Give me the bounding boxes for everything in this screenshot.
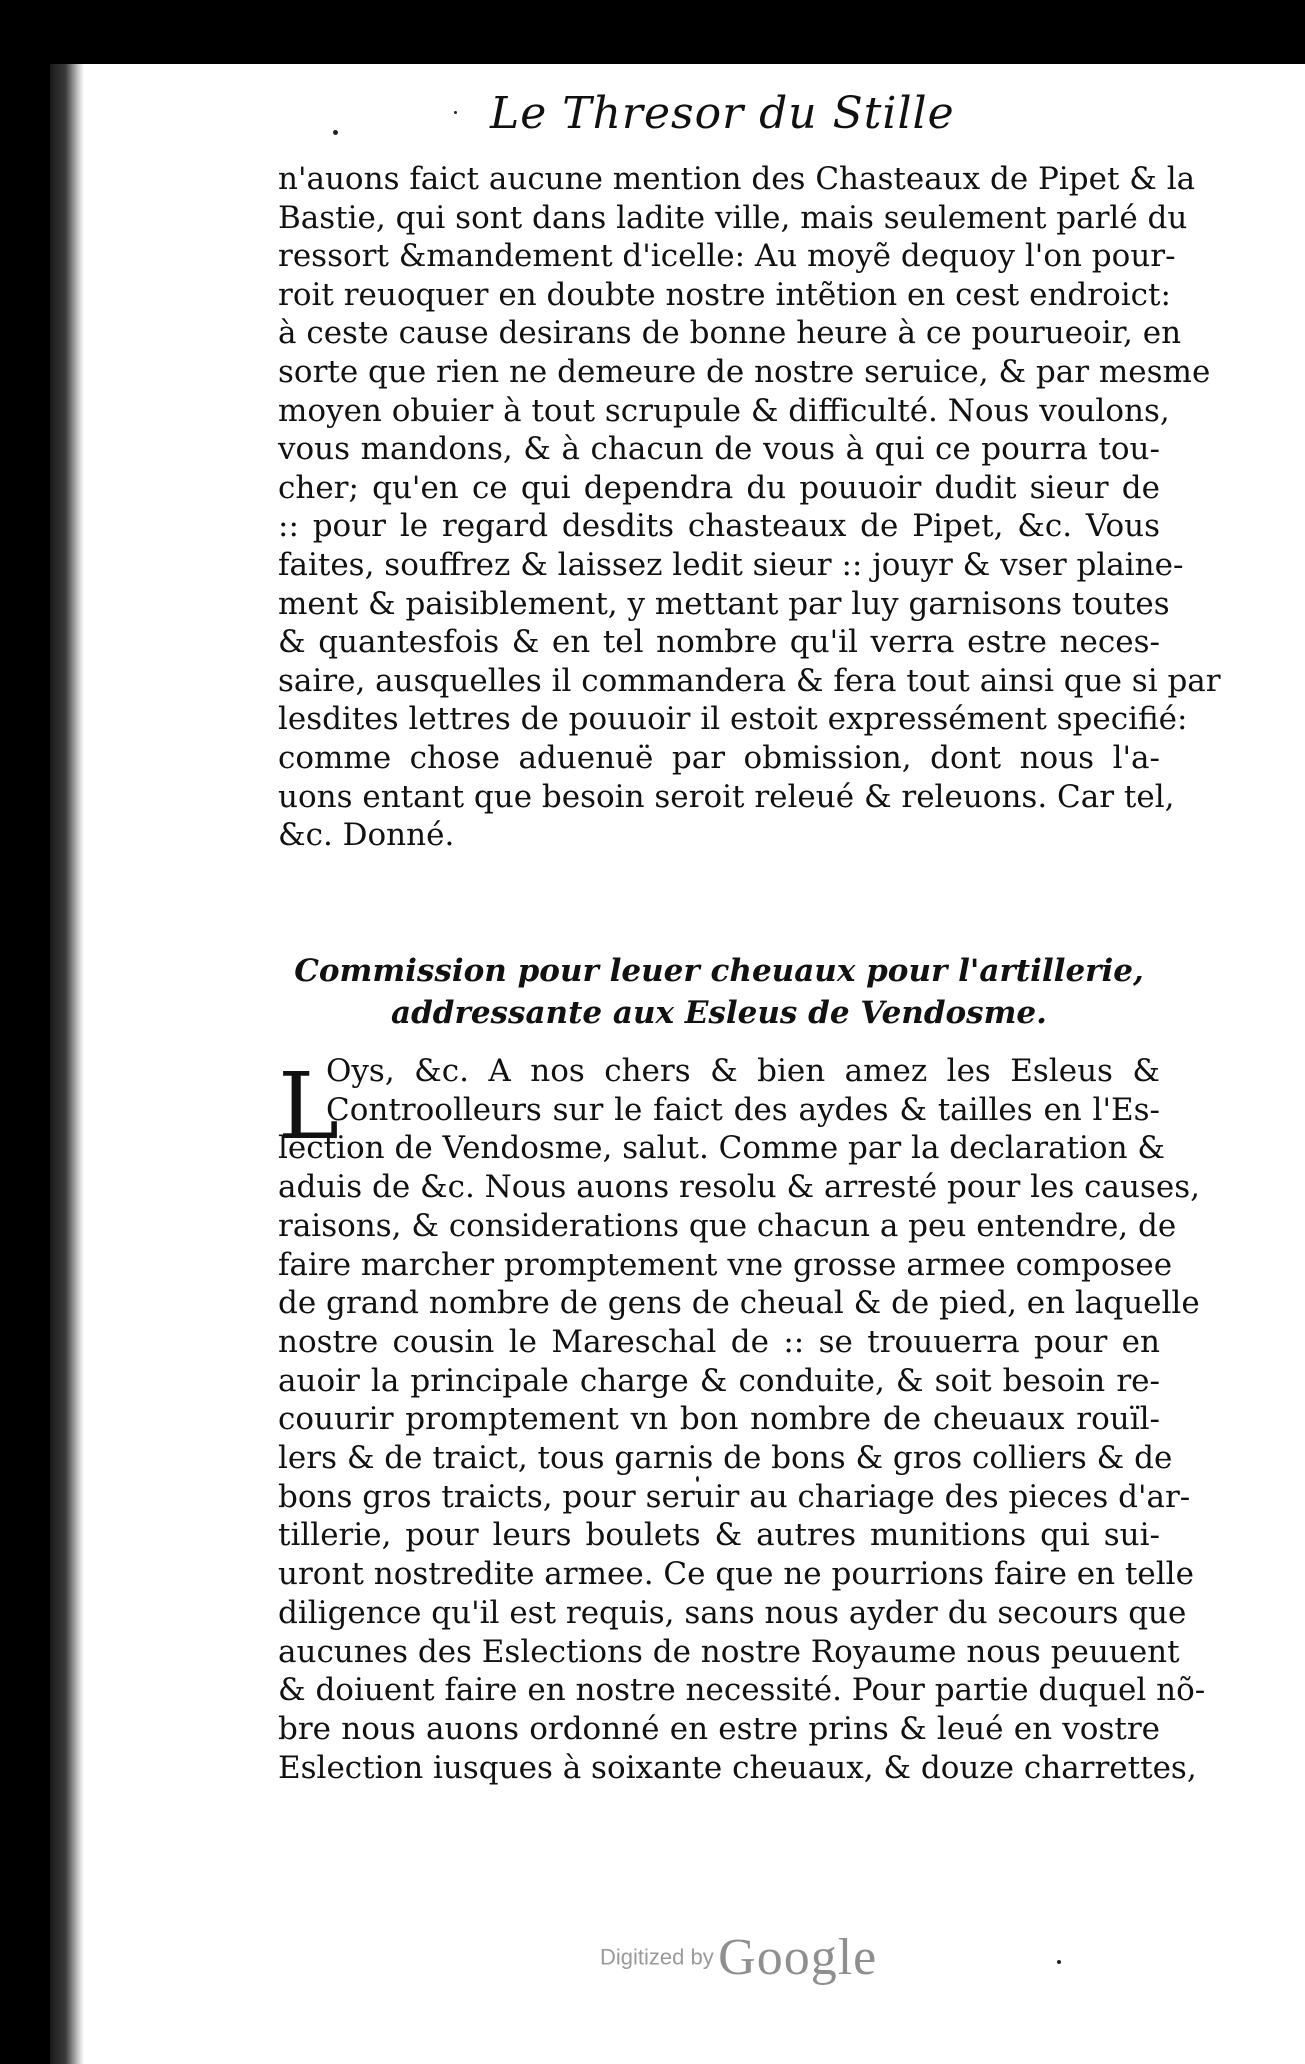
digitized-watermark [600,1928,877,1987]
text-line: saire, ausquelles il commandera & fera tout ainsi que si par [278,662,1221,699]
text-line: aucunes des Eslections de nostre Royaume nous peuuent [278,1633,1180,1670]
text-line: faites, souffrez & laissez ledit sieur :: jouyr & vser plaine- [278,546,1184,583]
text-line: Bastie, qui sont dans ladite ville, mais seulement parlé du [278,199,1188,236]
text-line: auoir la principale charge & conduite, & soit besoin re- [278,1362,1160,1399]
text-line: vous mandons, & à chacun de vous à qui ce pourra tou- [278,431,1160,468]
text-line: sorte que rien ne demeure de nostre seruice, & par mesme [278,353,1211,390]
watermark-prefix: Digitized by [600,1944,714,1970]
text-line: uons entant que besoin seroit releué & releuons. Car tel, [278,778,1175,815]
text-line: uront nostredite armee. Ce que ne pourrions faire en telle [278,1556,1194,1593]
text-line: aduis de &c. Nous auons resolu & arresté pour les causes, [278,1169,1200,1206]
google-logo: Google [718,1929,878,1986]
text-line: à ceste cause desirans de bonne heure à ce pourueoir, en [278,315,1182,352]
text-line: diligence qu'il est requis, sans nous ayder du secours que [278,1594,1187,1631]
text-line: couurir promptement vn bon nombre de cheuaux rouïl- [278,1401,1160,1438]
running-head: Le Thresor du Stille [490,88,955,139]
text-line: ressort &mandement d'icelle: Au moyẽ dequoy l'on pour- [278,238,1176,275]
text-line: comme chose aduenuë par obmission, dont nous l'a- [278,739,1160,776]
text-line: Commission pour leuer cheuaux pour l'artillerie, [294,953,1144,989]
text-line: &c. Donné. [278,817,455,854]
text-line: raisons, & considerations que chacun a peu entendre, de [278,1207,1177,1244]
text-line: de grand nombre de gens de cheual & de pied, en laquelle [278,1285,1200,1322]
text-line: ment & paisiblement, y mettant par luy garnisons toutes [278,585,1170,622]
text-line: bons gros traicts, pour seruir au chariage des pieces d'ar- [278,1478,1191,1515]
text-line: :: pour le regard desdits chasteaux de Pipet, &c. Vous [278,508,1160,545]
text-line: lection de Vendosme, salut. Comme par la declaration & [278,1130,1165,1167]
paragraph-1 [278,160,1221,855]
binding-gutter-shadow [50,64,84,2064]
text-line: lesdites lettres de pouuoir il estoit expressément specifié: [278,701,1188,738]
text-line: bre nous auons ordonné en estre prins & leué en vostre [278,1710,1160,1747]
ink-speck [1057,1960,1061,1964]
text-line: Oys, &c. A nos chers & bien amez les Esleus & [326,1053,1160,1089]
text-line: lers & de traict, tous garnis de bons & gros colliers & de [278,1440,1173,1477]
text-line: cher; qu'en ce qui dependra du pouuoir dudit sieur de [278,469,1160,506]
text-line: Eslection iusques à soixante cheuaux, & douze charrettes, [278,1749,1197,1786]
drop-cap: L [278,1053,340,1160]
ink-speck [333,130,338,135]
paragraph-2 [278,1052,1206,1787]
text-line: tillerie, pour leurs boulets & autres munitions qui sui- [278,1517,1160,1554]
text-line: & doiuent faire en nostre necessité. Pour partie duquel nõ- [278,1672,1206,1709]
text-line: Controolleurs sur le faict des aydes & tailles en l'Es- [326,1091,1160,1128]
text-line: faire marcher promptement vne grosse armee composee [278,1246,1173,1283]
text-line: moyen obuier à tout scrupule & difficulté. Nous voulons, [278,392,1170,429]
ink-speck [454,111,457,114]
text-line: roit reuoquer en doubte nostre intẽtion en cest endroict: [278,276,1171,313]
section-heading [278,950,1160,1034]
text-line: addressante aux Esleus de Vendosme. [391,995,1047,1031]
text-line: n'auons faict aucune mention des Chasteaux de Pipet & la [278,161,1196,197]
text-line: & quantesfois & en tel nombre qu'il verra estre neces- [278,624,1160,661]
text-line: nostre cousin le Mareschal de :: se trouuerra pour en [278,1323,1160,1360]
